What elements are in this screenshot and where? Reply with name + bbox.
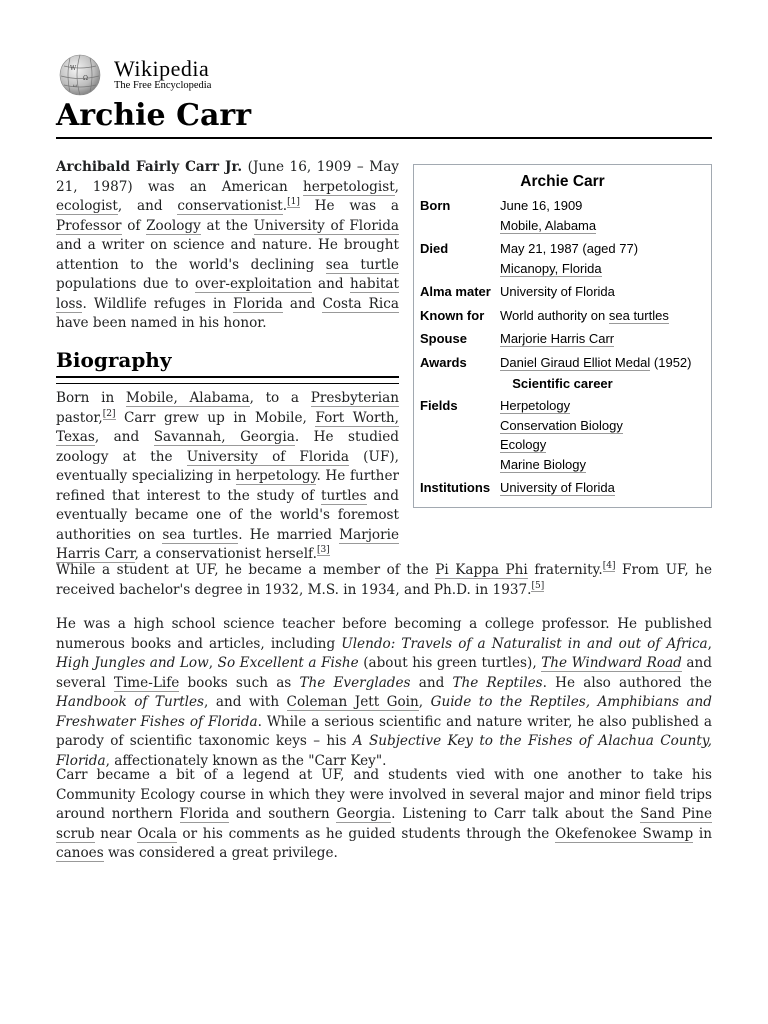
- text: have been named in his honor.: [56, 315, 267, 331]
- link-herpetology[interactable]: Herpetology: [500, 398, 571, 413]
- text: fraternity.: [527, 562, 603, 578]
- text: ,: [707, 635, 712, 652]
- infobox-row-died: [414, 239, 711, 278]
- text: , a conservationist herself.: [134, 546, 317, 562]
- section-heading-biography: Biography: [56, 346, 399, 378]
- infobox-label: Spouse: [420, 331, 467, 346]
- infobox-value: [500, 196, 705, 235]
- book-title: The Reptiles: [452, 674, 543, 691]
- page-title: Archie Carr: [56, 97, 712, 139]
- text: Carr grew up in Mobile,: [115, 409, 316, 426]
- link-time-life[interactable]: Time-Life: [113, 674, 180, 691]
- book-title: A Subjective Key to the Fishes of Alachua County, Florida: [56, 733, 712, 769]
- link-georgia[interactable]: Georgia: [336, 806, 392, 822]
- link-ecologist[interactable]: ecologist: [56, 198, 118, 214]
- text: and: [410, 674, 453, 691]
- wikipedia-logo[interactable]: [56, 54, 211, 96]
- wikipedia-wordmark: Wikipedia: [114, 56, 210, 81]
- infobox-row-awards: [414, 353, 711, 373]
- infobox-row-institutions: [414, 478, 711, 498]
- text: . While a serious scientific and nature writer, he also published a parody of scientific taxonomic keys – his: [56, 713, 712, 749]
- link-sea-turtles[interactable]: sea turtles: [608, 307, 669, 323]
- infobox-label: Awards: [420, 354, 467, 370]
- biography-paragraph-4: [56, 766, 712, 864]
- link-marjorie-harris-carr[interactable]: Marjorie Harris Carr: [56, 526, 399, 562]
- text: (1952): [650, 354, 692, 370]
- infobox-value: [500, 396, 705, 474]
- link-the-windward-road[interactable]: The Windward Road: [541, 655, 682, 671]
- text: . He married: [238, 526, 340, 543]
- text: and southern: [229, 806, 337, 822]
- citation-2[interactable]: [2]: [102, 408, 116, 419]
- text: , affectionately known as the "Carr Key".: [105, 752, 387, 769]
- link-marjorie-harris-carr[interactable]: Marjorie Harris Carr: [500, 331, 615, 346]
- text: . He further refined that interest to the study of: [56, 468, 399, 504]
- svg-text:Ω: Ω: [83, 75, 88, 82]
- text: was considered a great privilege.: [103, 845, 338, 861]
- text: World authority on: [500, 307, 609, 323]
- text: , and: [94, 429, 154, 445]
- infobox-value: [500, 306, 705, 326]
- svg-text:ω: ω: [73, 83, 78, 89]
- infobox-value: [500, 478, 705, 498]
- infobox-value: [500, 353, 705, 373]
- link-turtles[interactable]: turtles: [321, 487, 367, 504]
- link-professor[interactable]: Professor: [56, 217, 122, 234]
- text: . He studied zoology at the: [56, 429, 400, 465]
- text: He was a high school science teacher before becoming a college professor. He published numerous books and articles, including: [56, 616, 712, 652]
- infobox-title: Archie Carr: [520, 173, 605, 190]
- infobox-row-born: [414, 196, 711, 235]
- citation-4[interactable]: [4]: [602, 561, 616, 572]
- infobox-row-alma-mater: [414, 282, 711, 302]
- link-marine-biology[interactable]: Marine Biology: [500, 456, 586, 472]
- link-herpetologist[interactable]: herpetologist: [302, 178, 395, 195]
- link-ocala[interactable]: Ocala: [137, 825, 177, 842]
- text: ,: [394, 178, 399, 195]
- text: in: [693, 825, 712, 842]
- text: From UF, he received bachelor's degree in 1932, M.S. in 1934, and Ph.D. in 1937.: [56, 562, 712, 598]
- text: . Wildlife refuges in: [82, 295, 234, 312]
- text: ,: [418, 694, 431, 710]
- text: near: [94, 825, 138, 842]
- link-canoes[interactable]: canoes: [56, 845, 104, 861]
- text: , and with: [204, 694, 287, 710]
- book-title: High Jungles and Low: [56, 655, 209, 671]
- infobox-label: Born: [420, 198, 451, 213]
- text: (June 16, 1909 – May 21, 1987) was an American: [56, 159, 399, 195]
- infobox-label: Institutions: [420, 480, 491, 495]
- link-over-exploitation[interactable]: over-exploitation: [194, 276, 312, 292]
- link-zoology[interactable]: Zoology: [146, 217, 201, 234]
- link-micanopy-florida[interactable]: Micanopy, Florida: [500, 260, 602, 276]
- text: . Listening to Carr talk about the: [391, 806, 641, 822]
- alma-mater-value: University of Florida: [500, 284, 615, 299]
- infobox-label: Alma mater: [420, 284, 491, 299]
- link-sea-turtles[interactable]: sea turtles: [162, 526, 239, 543]
- text: He was a: [299, 198, 399, 214]
- text: pastor,: [56, 409, 103, 426]
- infobox-label: Fields: [420, 398, 458, 413]
- biography-paragraph-3: [56, 615, 712, 771]
- text: .: [282, 198, 288, 214]
- wikipedia-tagline: The Free Encyclopedia: [114, 80, 212, 91]
- puzzle-globe-icon: [56, 54, 104, 96]
- text: of: [121, 217, 147, 234]
- link-ecology[interactable]: Ecology: [500, 437, 547, 452]
- infobox-row-spouse: [414, 329, 711, 349]
- text: ,: [208, 655, 218, 671]
- infobox-label: Died: [420, 241, 449, 256]
- link-university-of-florida[interactable]: University of Florida: [186, 448, 350, 465]
- text: at the: [200, 217, 254, 234]
- text: and: [282, 295, 323, 312]
- text: , to a: [249, 390, 311, 406]
- citation-3[interactable]: [3]: [316, 545, 330, 556]
- link-university-of-florida[interactable]: University of Florida: [253, 217, 399, 234]
- infobox-value: [500, 239, 705, 278]
- died-date: May 21, 1987 (aged 77): [500, 241, 639, 256]
- infobox-row-fields: [414, 396, 711, 474]
- text: or his comments as he guided students through the: [176, 825, 556, 842]
- infobox-value: [500, 329, 705, 349]
- text: , and: [117, 198, 178, 214]
- link-sea-turtle[interactable]: sea turtle: [325, 256, 399, 273]
- book-title: Ulendo: Travels of a Naturalist in and out of Africa: [341, 635, 708, 652]
- biography-paragraph-2: [56, 561, 712, 600]
- link-sand-pine[interactable]: Sand Pine: [640, 806, 712, 822]
- link-okefenokee-swamp[interactable]: Okefenokee Swamp: [555, 825, 694, 842]
- lead-paragraph: [56, 158, 399, 334]
- book-title: The Everglades: [299, 674, 411, 691]
- book-title: Guide to the Reptiles, Amphibians and Freshwater Fishes of Florida: [56, 694, 713, 730]
- text: and: [311, 276, 351, 292]
- book-title: Handbook of Turtles: [56, 694, 205, 710]
- subject-name: Archibald Fairly Carr Jr.: [56, 159, 243, 175]
- link-costa-rica[interactable]: Costa Rica: [322, 295, 399, 312]
- text: populations due to: [56, 276, 195, 292]
- infobox-subheader: Scientific career: [512, 376, 613, 391]
- link-mobile-alabama[interactable]: Mobile, Alabama: [125, 390, 250, 406]
- text: Carr became a bit of a legend at UF, and students vied with one another to take his Community Ecology course in which they were involved in several major and minor field trips around northern: [56, 767, 712, 822]
- citation-1[interactable]: [1]: [287, 197, 300, 208]
- biography-paragraph-1: [56, 389, 399, 565]
- link-university-of-florida[interactable]: University of Florida: [500, 480, 615, 495]
- link-conservationist[interactable]: conservationist: [177, 198, 283, 214]
- link-pi-kappa-phi[interactable]: Pi Kappa Phi: [435, 562, 528, 578]
- infobox-label: Known for: [420, 307, 485, 323]
- link-scrub[interactable]: scrub: [56, 825, 95, 842]
- link-conservation-biology[interactable]: Conservation Biology: [500, 417, 623, 433]
- text: (UF), eventually specializing in: [56, 448, 399, 484]
- link-florida[interactable]: Florida: [179, 806, 230, 822]
- link-mobile-alabama[interactable]: Mobile, Alabama: [500, 217, 597, 233]
- text: books such as: [179, 674, 300, 691]
- text: (about his green turtles),: [358, 655, 542, 671]
- link-herpetology[interactable]: herpetology: [235, 468, 317, 484]
- infobox: [413, 164, 712, 508]
- link-daniel-giraud-elliot-medal[interactable]: Daniel Giraud Elliot Medal: [500, 354, 651, 370]
- text: Born in: [56, 390, 126, 406]
- link-savannah-georgia[interactable]: Savannah, Georgia: [153, 429, 295, 445]
- link-coleman-jett-goin[interactable]: Coleman Jett Goin: [286, 694, 419, 710]
- link-fort-worth-texas[interactable]: Fort Worth, Texas: [56, 409, 399, 445]
- book-title: So Excellent a Fishe: [217, 655, 359, 671]
- text: and eventually became one of the world's foremost authorities on: [56, 487, 399, 543]
- text: and several: [56, 655, 712, 691]
- text: . He also authored the: [542, 674, 712, 691]
- infobox-row-known-for: [414, 306, 711, 326]
- link-habitat-loss[interactable]: habitat loss: [56, 276, 399, 312]
- section-divider: [56, 383, 399, 384]
- citation-5[interactable]: [5]: [531, 580, 545, 591]
- link-presbyterian[interactable]: Presbyterian: [310, 390, 399, 406]
- born-date: June 16, 1909: [500, 198, 583, 213]
- link-florida[interactable]: Florida: [233, 295, 283, 312]
- svg-text:W: W: [70, 65, 77, 72]
- text: While a student at UF, he became a member of the: [56, 562, 436, 578]
- text: and a writer on science and nature. He brought attention to the world's declining: [56, 237, 399, 273]
